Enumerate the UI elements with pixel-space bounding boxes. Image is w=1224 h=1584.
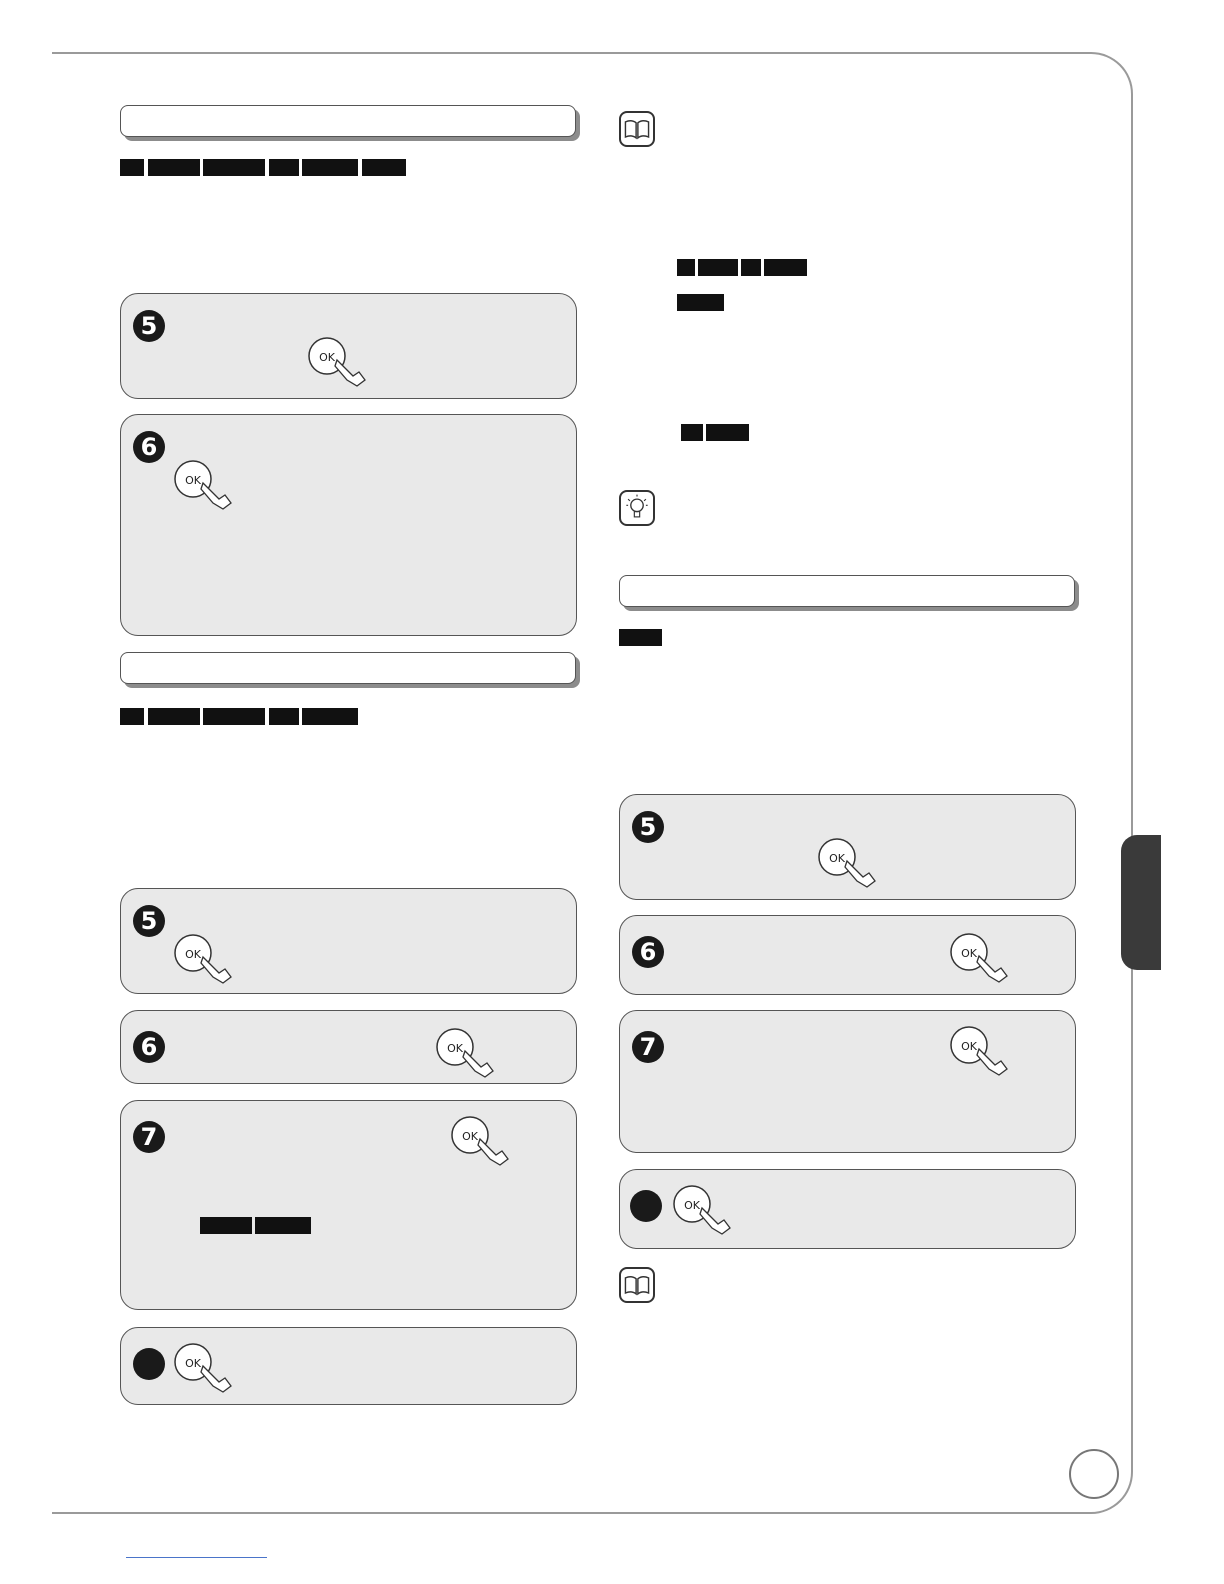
- step-box-6: [120, 1010, 577, 1084]
- ok-button-icon[interactable]: [173, 459, 237, 511]
- section-title-bar: [120, 105, 576, 137]
- step-box-7: [120, 1100, 577, 1310]
- step-box-5: [120, 888, 577, 994]
- step-number: 5: [632, 811, 664, 843]
- open-book-icon: [619, 111, 655, 147]
- step-number: 6: [133, 1031, 165, 1063]
- step-number-blank: [630, 1190, 662, 1222]
- svg-text:OK: OK: [829, 852, 845, 865]
- disc-tag: [148, 159, 200, 176]
- ok-button-icon[interactable]: [817, 837, 881, 889]
- step-number: 5: [133, 905, 165, 937]
- disc-tag: [362, 159, 406, 176]
- svg-text:OK: OK: [447, 1042, 463, 1055]
- footer-link-underline: [126, 1557, 267, 1558]
- svg-text:OK: OK: [961, 947, 977, 960]
- disc-tag: [741, 259, 761, 276]
- disc-tag: [120, 159, 144, 176]
- disc-tag: [698, 259, 738, 276]
- disc-tag: [269, 159, 299, 176]
- disc-tag: [200, 1217, 252, 1234]
- step-box-7: [619, 1010, 1076, 1153]
- step-box-6: [619, 915, 1076, 995]
- svg-text:OK: OK: [185, 1357, 201, 1370]
- ok-button-icon[interactable]: [173, 933, 237, 985]
- step-box-5: [120, 293, 577, 399]
- disc-tag: [148, 708, 200, 725]
- step-number: 7: [133, 1121, 165, 1153]
- disc-tag: [302, 708, 358, 725]
- svg-text:OK: OK: [961, 1040, 977, 1053]
- disc-tag: [302, 159, 358, 176]
- ok-button-icon[interactable]: [949, 1025, 1013, 1077]
- svg-text:OK: OK: [185, 948, 201, 961]
- step-number: 6: [133, 431, 165, 463]
- disc-tag: [120, 708, 144, 725]
- ok-button-icon[interactable]: [949, 932, 1013, 984]
- disc-tag: [677, 259, 695, 276]
- disc-tag: [706, 424, 749, 441]
- ok-button-icon[interactable]: [450, 1115, 514, 1167]
- disc-tag: [203, 159, 265, 176]
- disc-tag: [681, 424, 703, 441]
- step-number: 5: [133, 310, 165, 342]
- disc-tag: [764, 259, 807, 276]
- disc-tag: [269, 708, 299, 725]
- section-title-bar: [120, 652, 576, 684]
- disc-tag: [619, 629, 662, 646]
- svg-text:OK: OK: [462, 1130, 478, 1143]
- step-box-5: [619, 794, 1076, 900]
- step-box-final: [120, 1327, 577, 1405]
- ok-button-icon[interactable]: [435, 1027, 499, 1079]
- step-number-blank: [133, 1348, 165, 1380]
- step-number: 7: [632, 1031, 664, 1063]
- open-book-icon: [619, 1267, 655, 1303]
- step-box-6: [120, 414, 577, 636]
- page-number-circle: [1069, 1449, 1119, 1499]
- disc-tag: [255, 1217, 311, 1234]
- step-box-final: [619, 1169, 1076, 1249]
- ok-button-icon[interactable]: [672, 1184, 736, 1236]
- svg-text:OK: OK: [185, 474, 201, 487]
- svg-text:OK: OK: [684, 1199, 700, 1212]
- section-title-bar: [619, 575, 1075, 607]
- light-bulb-icon: [619, 490, 655, 526]
- chapter-side-tab: [1121, 835, 1161, 970]
- ok-button-icon[interactable]: [307, 336, 371, 388]
- step-number: 6: [632, 936, 664, 968]
- svg-text:OK: OK: [319, 351, 335, 364]
- ok-button-icon[interactable]: [173, 1342, 237, 1394]
- disc-tag: [203, 708, 265, 725]
- disc-tag: [677, 294, 724, 311]
